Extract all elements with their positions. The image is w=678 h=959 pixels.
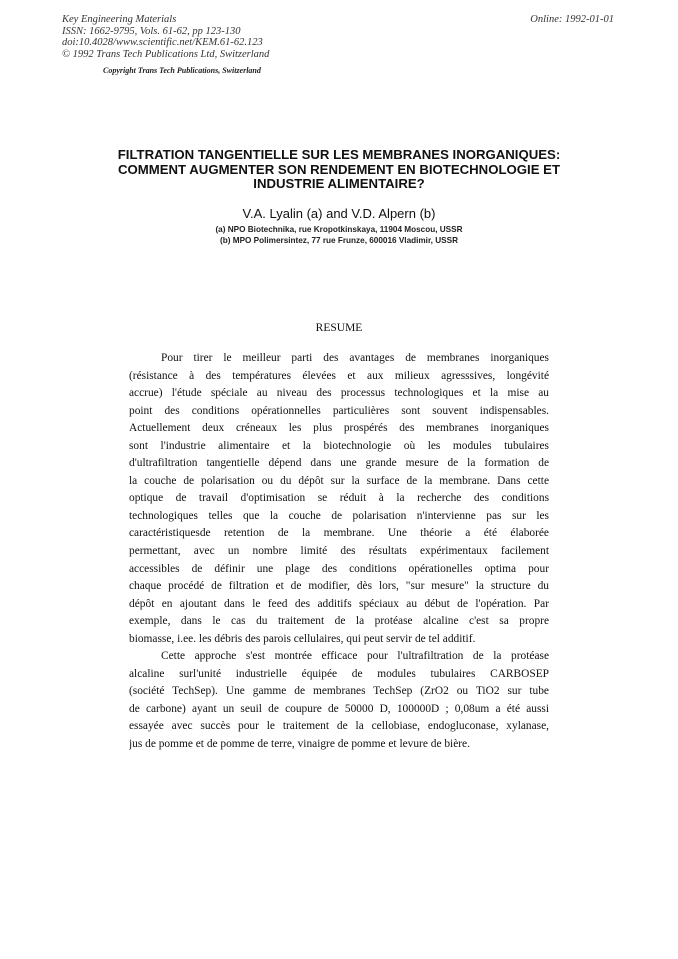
paper-title xyxy=(96,148,582,192)
text-line: Cette approche s'est montrée efficace pour l'ultrafiltration de la protéase xyxy=(161,650,549,663)
text-line: Pour tirer le meilleur parti des avantages de membranes inorganiques xyxy=(161,352,549,364)
text-line: alcaline surl'unité industrielle équipée de modules tubulaires CARBOSEP xyxy=(129,667,549,680)
affiliations xyxy=(96,224,582,246)
text-line: chaque procédé de filtration et de modifier, dès lors, "sur mesure" la structure du xyxy=(129,580,549,593)
authors: V.A. Lyalin (a) and V.D. Alpern (b) xyxy=(242,206,436,221)
text-line: exemple, dans le cas du traitement de la protéase alcaline c'est sa propre xyxy=(129,615,549,628)
abstract-body xyxy=(129,350,549,754)
publisher-line: © 1992 Trans Tech Publications Ltd, Switzerland xyxy=(62,48,270,60)
section-title: RESUME xyxy=(315,322,363,334)
text-line: jus de pomme et de pomme de terre, vinaigre de pomme et levure de bière. xyxy=(129,738,470,751)
text-line: biomasse, i.ee. les débris des parois cellulaires, qui peut servir de tel additif. xyxy=(129,632,476,645)
title-line: FILTRATION TANGENTIELLE SUR LES MEMBRANES INORGANIQUES: xyxy=(117,147,561,162)
paragraph-2 xyxy=(129,648,549,753)
text-line: sont l'industrie alimentaire et la biotechnologie où les modules tubulaires xyxy=(129,439,549,452)
text-line: (société TechSep). Une gamme de membranes TechSep (ZrO2 ou TiO2 sur tube xyxy=(129,685,549,698)
affiliation-a: (a) NPO Biotechnika, rue Kropotkinskaya, 11904 Moscou, USSR xyxy=(215,225,463,234)
text-line: accrue) l'étude spéciale au niveau des processus technologiques et la mise au xyxy=(129,387,549,400)
text-line: la couche de polarisation ou du dépôt sur la surface de la membrane. Dans cette xyxy=(129,474,549,487)
journal-header xyxy=(62,14,382,60)
journal-name: Key Engineering Materials xyxy=(62,14,177,25)
online-date: Online: 1992-01-01 xyxy=(530,14,614,25)
text-line: permettant, avec un nombre limité des résultats expérimentaux facilement xyxy=(129,545,549,558)
text-line: Actuellement deux créneaux les plus prospérés des membranes inorganiques xyxy=(129,422,549,435)
text-line: technologiques telles que la couche de polarisation n'intervienne pas sur les xyxy=(129,509,549,522)
title-line: COMMENT AUGMENTER SON RENDEMENT EN BIOTECHNOLOGIE ET xyxy=(117,161,561,177)
text-line: caractéristiquesde retention de la membrane. Une théorie a été élaborée xyxy=(129,527,549,540)
affiliation-b: (b) MPO Polimersintez, 77 rue Frunze, 600016 Vladimir, USSR xyxy=(220,236,458,245)
doi-line: doi:10.4028/www.scientific.net/KEM.61-62.123 xyxy=(62,37,263,48)
text-line: dépôt en ajoutant dans le feed des additifs spéciaux au début de l'opération. Par xyxy=(129,597,549,610)
text-line: essayée avec succès pour le traitement de la cellobiase, endogluconase, xylanase, xyxy=(129,720,549,733)
title-line: INDUSTRIE ALIMENTAIRE? xyxy=(253,176,425,191)
text-line: (résistance à des températures élevées et aux milieux agresssives, longévité xyxy=(129,369,549,382)
copyright-notice: Copyright Trans Tech Publications, Switzerland xyxy=(103,66,261,75)
text-line: optique de travail d'optimisation se réduit à la recherche des conditions xyxy=(129,492,549,505)
text-line: d'ultrafiltration tangentielle dépend dans une grande mesure de la formation de xyxy=(129,457,549,470)
paragraph-1 xyxy=(129,350,549,648)
text-line: point des conditions opérationnelles particulières sont souvent indispensables. xyxy=(129,404,549,417)
text-line: accessibles de définir une plage des conditions opérationelles optima pour xyxy=(129,562,549,575)
text-line: de carbone) ayant un seuil de coupure de 50000 D, 100000D ; 0,08um a été aussi xyxy=(129,702,549,715)
issn-line: ISSN: 1662-9795, Vols. 61-62, pp 123-130 xyxy=(62,25,241,37)
